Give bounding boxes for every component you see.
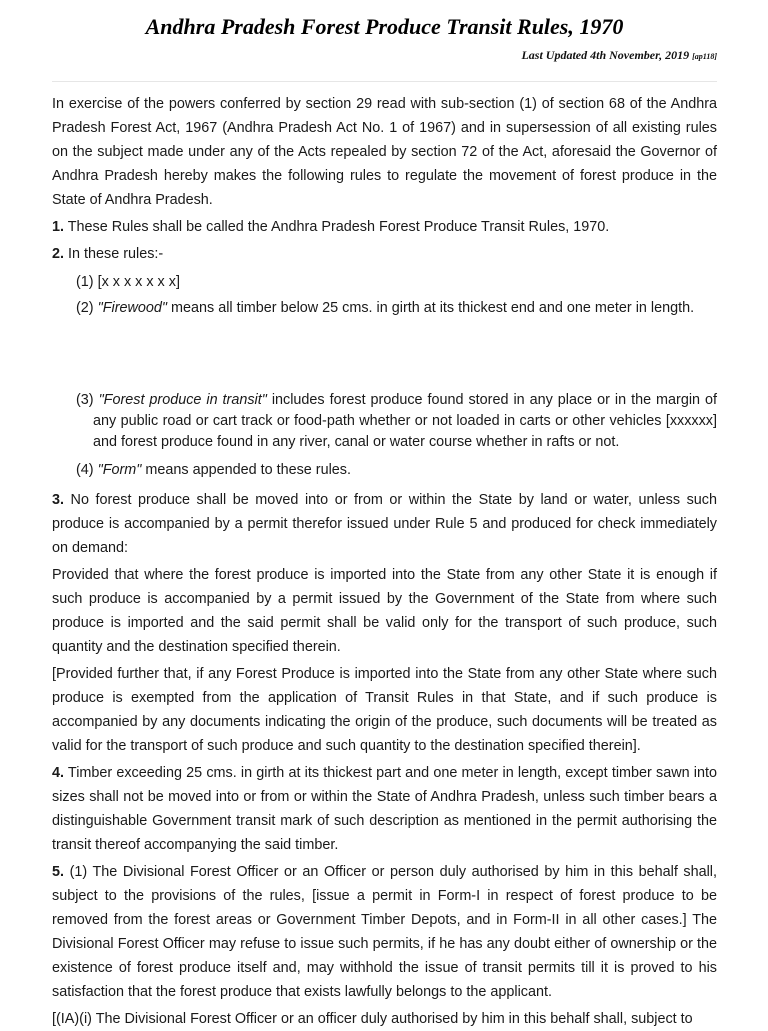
document-page — [52, 0, 717, 1031]
rule-2-clause-1: (1) [x x x x x x x] — [76, 274, 180, 290]
rule-1 — [52, 215, 717, 239]
rule-1-number: 1. — [52, 219, 65, 235]
rule-5-text: (1) The Divisional Forest Officer or an Officer or person duly authorised by him in this behalf shall, subject to the provisions of the rules, [issue a permit in Form-I in respect of forest produce to be removed from the forest areas or Government Timber Depots, and in Form-II in all other cases.] The Divisional Forest Officer may refuse to issue such permits, if he has any doubt either of ownership or the existence of forest produce itself and, may withhold the issue of transit permits till it is proved to his satisfaction that the forest produce that exists lawfully belongs to the applicant. — [52, 864, 717, 1000]
reference-code: [ap118] — [692, 52, 717, 61]
rule-3-number: 3. — [52, 492, 65, 508]
rule-5-number: 5. — [52, 864, 65, 880]
intro-paragraph: In exercise of the powers conferred by section 29 read with sub-section (1) of section 68 of the Andhra Pradesh Forest Act, 1967 (Andhra Pradesh Act No. 1 of 1967) and in supersession of all existing rules on the subject made under any of the Acts repealed by section 72 of the Act, aforesaid the Governor of Andhra Pradesh hereby makes the following rules to regulate the movement of forest produce in the State of Andhra Pradesh. — [52, 96, 717, 208]
rule-4 — [52, 761, 717, 857]
clause-2-number: (2) — [76, 300, 98, 316]
header-divider — [52, 81, 717, 82]
rule-3-proviso-1: Provided that where the forest produce is imported into the State from any other State it is enough if such produce is accompanied by a permit issued by the Government of the State from where such produce is imported and the said permit shall be valid only for the transport of such produce, such quantity and the destination specified therein. — [52, 567, 717, 655]
rule-2 — [52, 242, 717, 266]
clause-4-text: means appended to these rules. — [141, 462, 351, 478]
rule-2-number: 2. — [52, 246, 65, 262]
rule-3-text: No forest produce shall be moved into or from or within the State by land or water, unless such produce is accompanied by a permit therefor issued under Rule 5 and produced for check immediately on demand: — [52, 492, 717, 556]
rule-4-number: 4. — [52, 765, 65, 781]
rule-4-text: Timber exceeding 25 cms. in girth at its thickest part and one meter in length, except timber sawn into sizes shall not be moved into or from or within the State of Andhra Pradesh, unless such timber bears a distinguishable Government transit mark of such description as mentioned in the permit authorising the transit thereof accompanying the said timber. — [52, 765, 717, 853]
rule-3-proviso-2: [Provided further that, if any Forest Produce is imported into the State from any other State where such produce is exempted from the application of Transit Rules in that State, and if such produce is accompanied by any documents indicating the origin of the produce, such documents will be treated as valid for the transport of such produce and such quantity to the destination specified therein]. — [52, 666, 717, 754]
clause-2-term: "Firewood" — [97, 300, 167, 316]
rule-5-clause-1a: [(IA)(i) The Divisional Forest Officer or an officer duly authorised by him in this behalf shall, subject to — [52, 1011, 693, 1027]
rule-1-text: These Rules shall be called the Andhra Pradesh Forest Produce Transit Rules, 1970. — [64, 219, 610, 235]
clause-4-number: (4) — [76, 462, 98, 478]
clause-3-number: (3) — [76, 392, 99, 408]
last-updated-text: Last Updated 4th November, 2019 — [521, 48, 690, 62]
rule-5 — [52, 860, 717, 1004]
blank-space — [52, 319, 717, 390]
page-title: Andhra Pradesh Forest Produce Transit Rules, 1970 — [145, 14, 624, 39]
clause-3-text: includes forest produce found stored in any place or in the margin of any public road or cart track or food-path whether or not loaded in carts or other vehicles [xxxxxx] and forest produce found in any river, canal or water course whether in rafts or not. — [93, 392, 718, 450]
clause-2-text: means all timber below 25 cms. in girth at its thickest end and one meter in length. — [167, 300, 695, 316]
rule-3 — [52, 488, 717, 560]
last-updated-line — [52, 47, 717, 65]
rule-2-clause-2 — [76, 298, 717, 319]
rule-2-clause-3 — [76, 390, 717, 453]
rule-2-clause-4 — [76, 460, 717, 481]
clause-3-term: "Forest produce in transit" — [98, 392, 267, 408]
clause-4-term: "Form" — [97, 462, 142, 478]
rule-2-text: In these rules:- — [64, 246, 164, 262]
